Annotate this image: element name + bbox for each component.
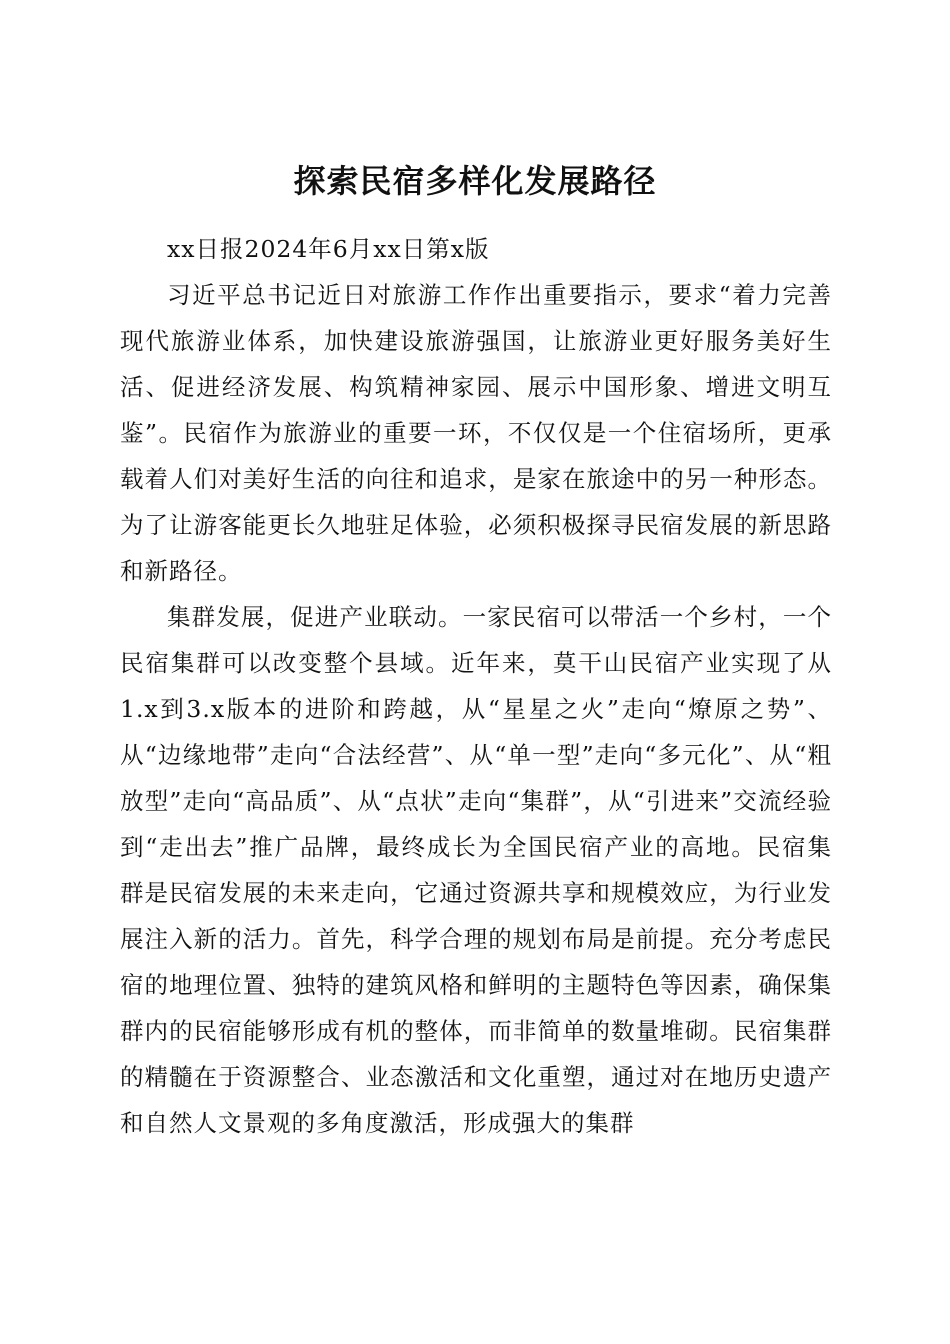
article-body — [120, 226, 832, 1146]
source-line: xx日报2024年6月xx日第x版 — [167, 235, 490, 263]
paragraph-1: 习近平总书记近日对旅游工作作出重要指示，要求“着力完善现代旅游业体系，加快建设旅游强国，让旅游业更好服务美好生活、促进经济发展、构筑精神家园、展示中国形象、增进文明互鉴”。民宿作为旅游业的重要一环，不仅仅是一个住宿场所，更承载着人们对美好生活的向往和追求，是家在旅途中的另一种形态。为了让游客能更长久地驻足体验，必须积极探寻民宿发展的新思路和新路径。 — [120, 281, 832, 585]
paragraph-2: 集群发展，促进产业联动。一家民宿可以带活一个乡村，一个民宿集群可以改变整个县域。近年来，莫干山民宿产业实现了从1.x到3.x版本的进阶和跨越，从“星星之火”走向“燎原之势”、从“边缘地带”走向“合法经营”、从“单一型”走向“多元化”、从“粗放型”走向“高品质”、从“点状”走向“集群”，从“引进来”交流经验到“走出去”推广品牌，最终成长为全国民宿产业的高地。民宿集群是民宿发展的未来走向，它通过资源共享和规模效应，为行业发展注入新的活力。首先，科学合理的规划布局是前提。充分考虑民宿的地理位置、独特的建筑风格和鲜明的主题特色等因素，确保集群内的民宿能够形成有机的整体，而非简单的数量堆砌。民宿集群的精髓在于资源整合、业态激活和文化重塑，通过对在地历史遗产和自然人文景观的多角度激活，形成强大的集群 — [120, 603, 832, 1137]
article-title: 探索民宿多样化发展路径 — [293, 162, 657, 201]
